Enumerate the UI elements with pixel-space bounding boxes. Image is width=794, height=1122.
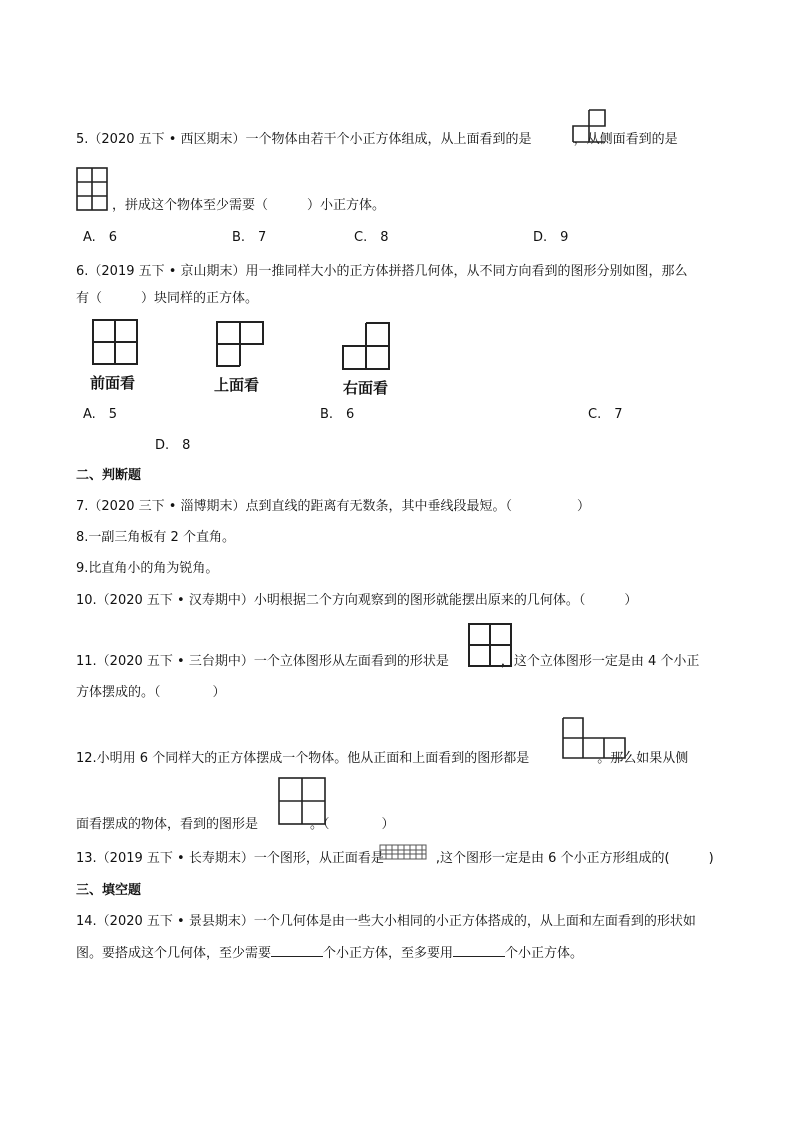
q13-text-b: ,这个图形一定是由 6 个小正方形组成的( ) xyxy=(435,851,714,866)
q14-blank-min[interactable] xyxy=(271,944,323,957)
q14-text-a: 图。要搭成这个几何体，至少需要 xyxy=(76,946,272,961)
q14-line1: 14.（2020 五下 • 景县期末）一个几何体是由一些大小相同的小正方体搭成的，从上面和左面看到的形状如 xyxy=(76,914,696,929)
q5-line2: ，拼成这个物体至少需要（ ）小正方体。 xyxy=(112,198,386,213)
q6-right-view-figure xyxy=(341,321,391,371)
q5-text-b: ，从侧面看到的是 xyxy=(573,132,678,147)
q8: 8.一副三角板有 2 个直角。 xyxy=(76,530,235,545)
q5-option-b: B. 7 xyxy=(232,230,267,245)
section-judgment-heading: 二、判断题 xyxy=(76,468,142,483)
q12-text-a: 12.小明用 6 个同样大的正方体摆成一个物体。他从正面和上面看到的图形都是 xyxy=(76,751,530,766)
q5-text-a: 5.（2020 五下 • 西区期末）一个物体由若干个小正方体组成，从上面看到的是 xyxy=(76,132,532,147)
q11-left-view-figure xyxy=(467,622,513,668)
q5-option-a: A. 6 xyxy=(83,230,118,245)
q6-option-d: D. 8 xyxy=(155,438,191,453)
section-fill-in-heading: 三、填空题 xyxy=(76,883,142,898)
q5-option-d: D. 9 xyxy=(533,230,569,245)
q10: 10.（2020 五下 • 汉寿期中）小明根据二个方向观察到的图形就能摆出原来的几何体。（ ） xyxy=(76,593,638,608)
q13-text-a: 13.（2019 五下 • 长寿期末）一个图形，从正面看是 xyxy=(76,851,384,866)
q5-top-view-figure xyxy=(571,108,607,144)
q12-text-d: 。（ ） xyxy=(310,817,395,832)
q6-caption-front: 前面看 xyxy=(90,374,136,392)
q14-text-b: 个小正方体，至多要用 xyxy=(323,946,454,961)
q11-line1 xyxy=(76,653,699,671)
q7: 7.（2020 三下 • 淄博期末）点到直线的距离有无数条，其中垂线段最短。（ ） xyxy=(76,499,591,514)
q6-option-a: A. 5 xyxy=(83,407,118,422)
q11-line2: 方体摆成的。（ ） xyxy=(76,685,226,700)
q11-text-b: ，这个立体图形一定是由 4 个小正 xyxy=(500,654,700,669)
q13-front-view-figure xyxy=(379,844,427,860)
q5-side-view-figure xyxy=(75,166,109,212)
q12-text-b: 。那么如果从侧 xyxy=(597,751,689,766)
q6-caption-top: 上面看 xyxy=(214,376,260,394)
q5-option-c: C. 8 xyxy=(354,230,389,245)
q12-line2 xyxy=(76,816,395,834)
q6-line1: 6.（2019 五下 • 京山期末）用一推同样大小的正方体拼搭几何体，从不同方向看到的图形分别如图，那么 xyxy=(76,264,688,279)
q9: 9.比直角小的角为锐角。 xyxy=(76,561,219,576)
q6-top-view-figure xyxy=(215,320,265,368)
q12-front-top-view-figure xyxy=(561,716,627,762)
q6-caption-right: 右面看 xyxy=(343,379,389,397)
q12-side-view-figure xyxy=(277,776,327,826)
q14-blank-max[interactable] xyxy=(453,944,505,957)
q14-text-c: 个小正方体。 xyxy=(505,946,584,961)
q6-option-b: B. 6 xyxy=(320,407,355,422)
q6-front-view-figure xyxy=(91,318,139,366)
q6-line2: 有（ ）块同样的正方体。 xyxy=(76,291,259,306)
q11-text-a: 11.（2020 五下 • 三台期中）一个立体图形从左面看到的形状是 xyxy=(76,654,449,669)
q12-text-c: 面看摆成的物体，看到的图形是 xyxy=(76,817,259,832)
q14-line2 xyxy=(76,944,583,963)
q6-option-c: C. 7 xyxy=(588,407,623,422)
